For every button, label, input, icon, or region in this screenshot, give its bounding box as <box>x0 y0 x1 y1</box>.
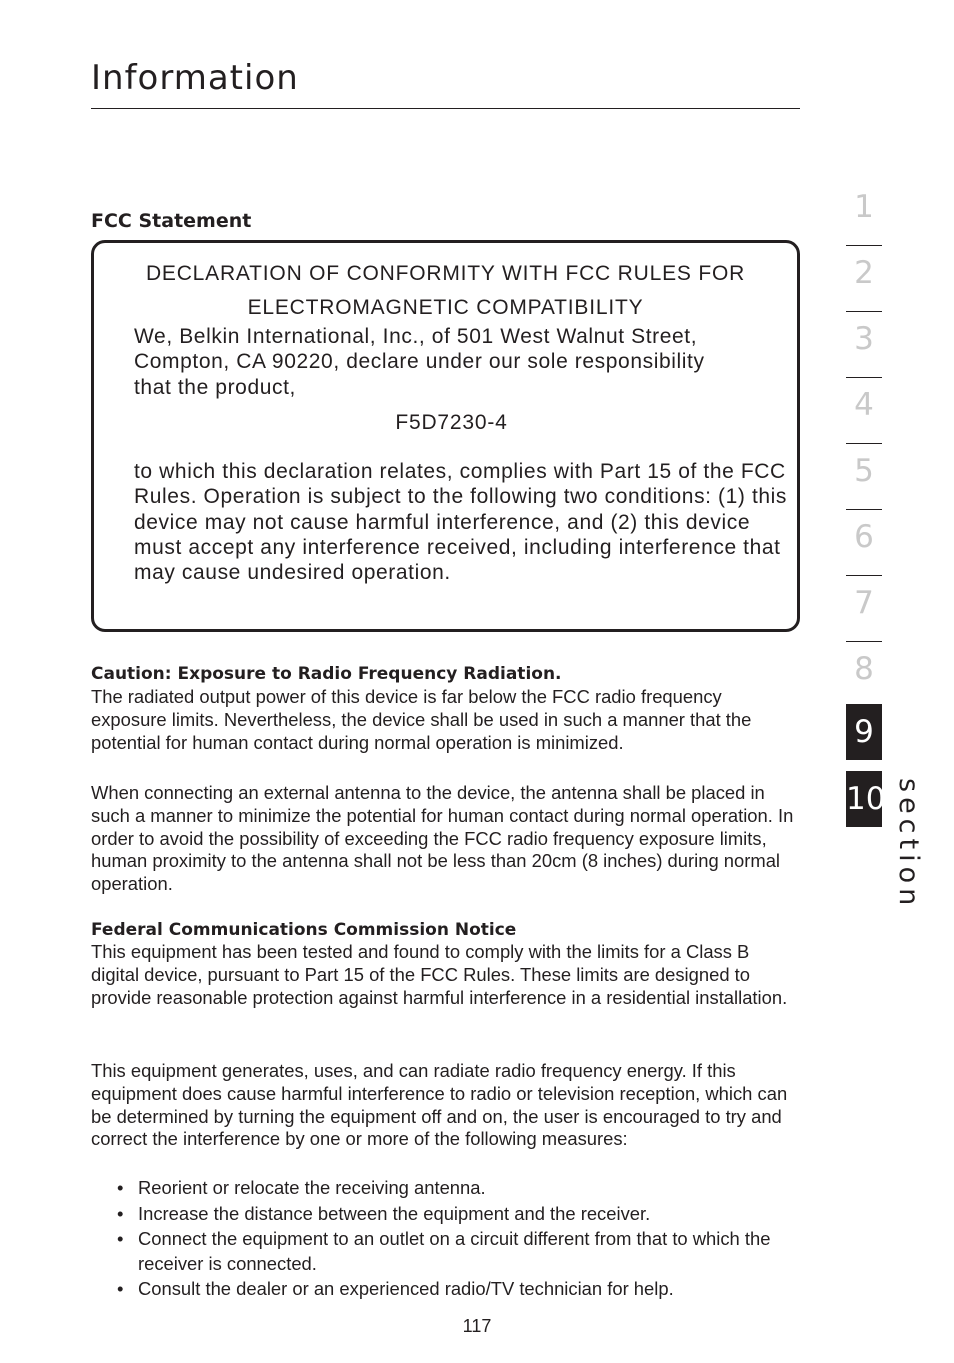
fcc-notice-paragraph-1: This equipment has been tested and found to comply with the limits for a Class B digital device, pursuant to Part 15 of the FCC Rules. These limits are designed to provide reasonable protection against harmful interference in a residential installation. <box>91 941 788 1008</box>
list-item <box>91 1227 801 1276</box>
fcc-notice-paragraph-2: This equipment generates, uses, and can radiate radio frequency energy. If this equipment does cause harmful interference to radio or television reception, which can be determined by turning the equipment off and on, the user is encouraged to try and correct the interference by one or more of the following measures: <box>91 1060 788 1150</box>
section-tab-2[interactable]: 2 <box>846 246 882 312</box>
bullet-icon: • <box>117 1202 124 1224</box>
product-model: F5D7230-4 <box>395 411 508 434</box>
list-item-text: Increase the distance between the equipment and the receiver. <box>138 1202 651 1224</box>
section-tab-8[interactable]: 8 <box>854 651 874 687</box>
section-tab-1[interactable]: 1 <box>846 180 882 246</box>
section-navigation <box>846 180 886 827</box>
list-item <box>91 1277 801 1302</box>
list-item-text: Reorient or relocate the receiving antenna. <box>138 1177 486 1198</box>
section-tab-9[interactable]: 9 <box>846 704 882 760</box>
declaration-box <box>91 240 800 632</box>
section-tab-3[interactable]: 3 <box>846 312 882 378</box>
declaration-body: to which this declaration relates, complies with Part 15 of the FCC Rules. Operation is subject to the following two conditions: (1) this device may not cause harmful interference, and (2) this device must accept any interference received, including interference that may cause undesired operation. <box>134 460 788 585</box>
title-divider <box>91 108 800 109</box>
section-label: section <box>893 778 924 911</box>
bullet-icon: • <box>117 1177 124 1198</box>
list-item <box>91 1176 801 1201</box>
declaration-title-line-1: DECLARATION OF CONFORMITY WITH FCC RULES FOR <box>145 262 746 285</box>
page-number: 117 <box>462 1316 492 1336</box>
page-title: Information <box>91 58 299 98</box>
bullet-icon: • <box>117 1278 124 1299</box>
section-tab-5[interactable]: 5 <box>846 444 882 510</box>
declaration-title-line-2: ELECTROMAGNETIC COMPATIBILITY <box>247 296 644 319</box>
list-item-text: Consult the dealer or an experienced radio/TV technician for help. <box>138 1278 674 1299</box>
section-tab-10[interactable]: 10 <box>846 771 882 827</box>
declaration-intro: We, Belkin International, Inc., of 501 West Walnut Street, Compton, CA 90220, declare under our sole responsibility that the product, <box>134 325 705 399</box>
list-item <box>91 1202 801 1227</box>
fcc-statement-heading: FCC Statement <box>91 210 252 232</box>
caution-paragraph-2: When connecting an external antenna to the device, the antenna shall be placed in such a manner to minimize the potential for human contact during normal operation. In order to avoid the possibility of exceeding the FCC radio frequency exposure limits, human proximity to the antenna shall not be less than 20cm (8 inches) during normal operation. <box>91 782 794 895</box>
section-tab-7[interactable]: 7 <box>846 576 882 642</box>
section-tab-4[interactable]: 4 <box>846 378 882 444</box>
caution-heading: Caution: Exposure to Radio Frequency Radiation. <box>91 664 562 684</box>
fcc-notice-heading: Federal Communications Commission Notice <box>91 920 517 940</box>
caution-paragraph-1: The radiated output power of this device is far below the FCC radio frequency exposure limits. Nevertheless, the device shall be used in such a manner that the potential for human contact during normal operation is minimized. <box>91 686 752 753</box>
measures-list <box>91 1176 801 1303</box>
list-item-text: Connect the equipment to an outlet on a circuit different from that to which the receiver is connected. <box>138 1228 771 1274</box>
bullet-icon: • <box>117 1228 124 1249</box>
section-tab-6[interactable]: 6 <box>846 510 882 576</box>
